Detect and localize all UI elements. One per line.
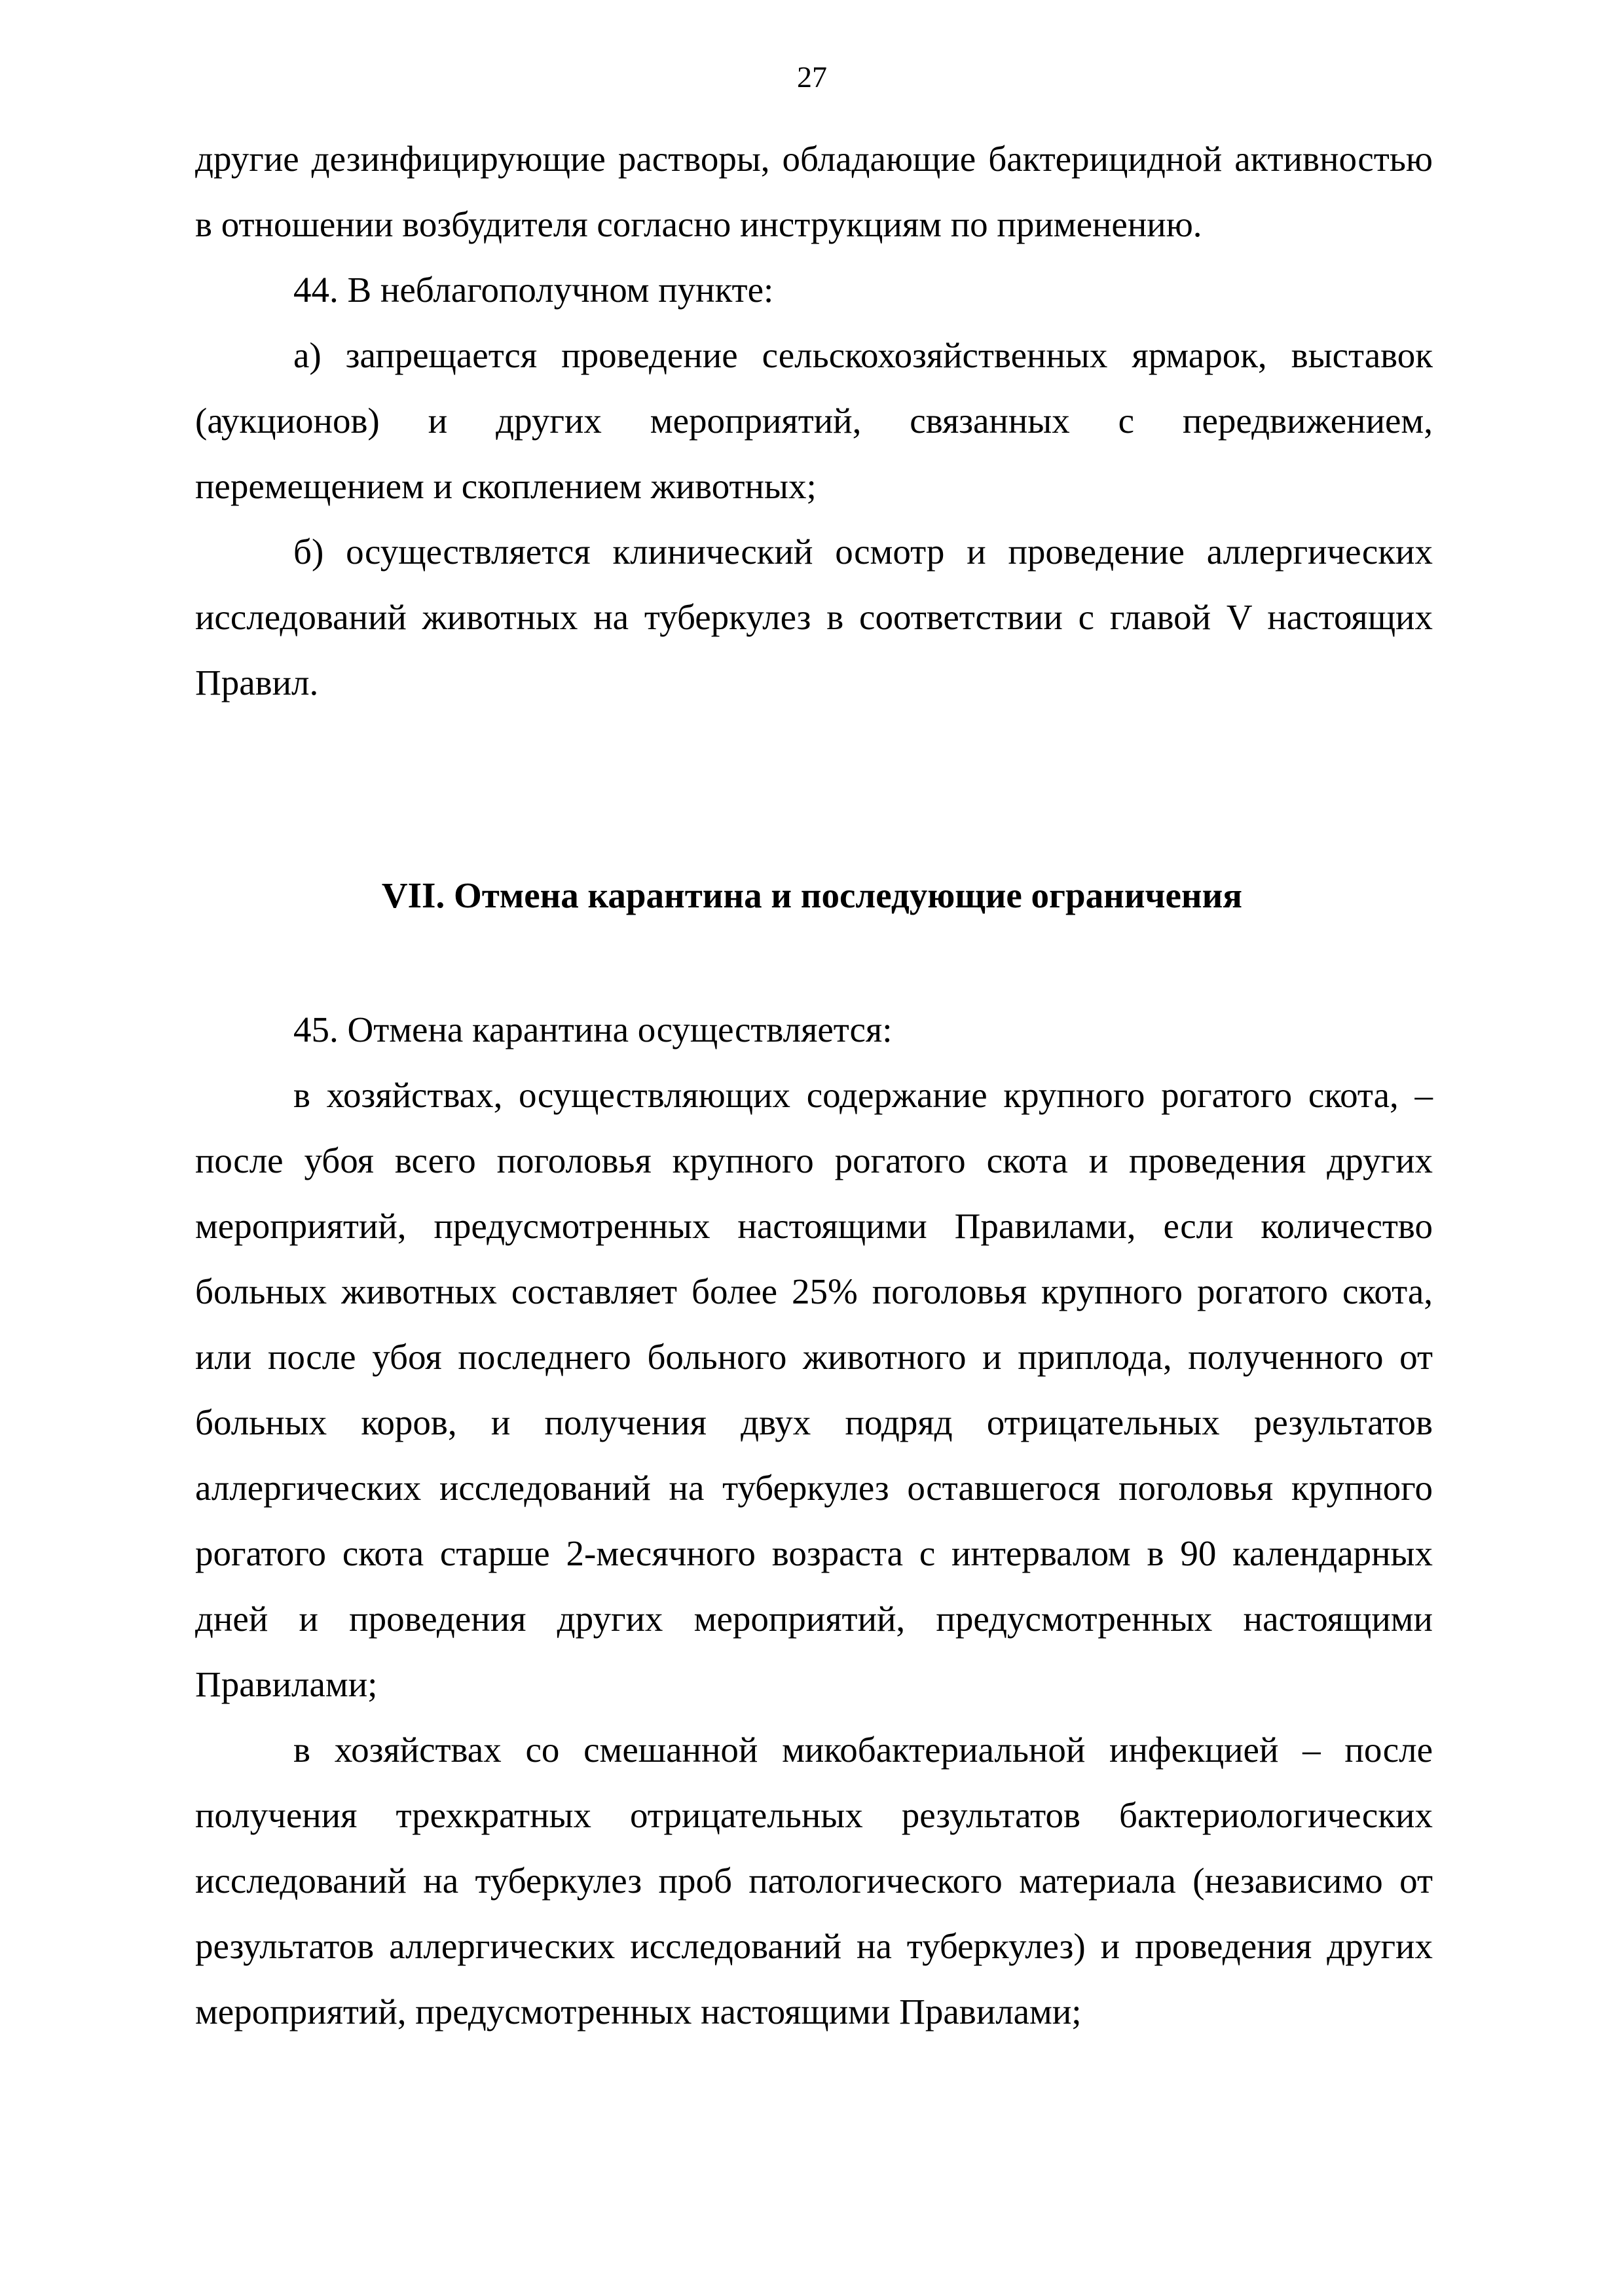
paragraph-item-45: 45. Отмена карантина осуществляется:	[293, 1010, 893, 1049]
section-heading: VII. Отмена карантина и последующие ограничения	[381, 875, 1243, 915]
page-number: 27	[797, 60, 827, 94]
paragraph-item-44: 44. В неблагополучном пункте:	[293, 270, 774, 310]
paragraph-item-45-2: в хозяйствах со смешанной микобактериальной инфекцией – после получения трехкратных отрицательных результатов бактериологических исследований на туберкулез проб патологического материала (независимо от результатов аллергических исследований на туберкулез) и проведения других мероприятий, предусмотренных настоящими Правилами;	[195, 1730, 1433, 2032]
paragraph-item-44-a: а) запрещается проведение сельскохозяйственных ярмарок, выставок (аукционов) и других мероприятий, связанных с передвижением, перемещением и скоплением животных;	[195, 335, 1433, 506]
body-text-bottom	[195, 997, 1433, 2045]
paragraph-continuation: другие дезинфицирующие растворы, обладающие бактерицидной активностью в отношении возбудителя согласно инструкциям по применению.	[195, 139, 1433, 244]
body-text-top	[195, 126, 1433, 716]
paragraph-item-44-b: б) осуществляется клинический осмотр и проведение аллергических исследований животных на туберкулез в соответствии с главой V настоящих Правил.	[195, 532, 1433, 702]
paragraph-item-45-1: в хозяйствах, осуществляющих содержание крупного рогатого скота, – после убоя всего поголовья крупного рогатого скота и проведения других мероприятий, предусмотренных настоящими Правилами, если количество больных животных составляет более 25% поголовья крупного рогатого скота, или после убоя последнего больного животного и приплода, полученного от больных коров, и получения двух подряд отрицательных результатов аллергических исследований на туберкулез оставшегося поголовья крупного рогатого скота старше 2-месячного возраста с интервалом в 90 календарных дней и проведения других мероприятий, предусмотренных настоящими Правилами;	[195, 1075, 1433, 1704]
